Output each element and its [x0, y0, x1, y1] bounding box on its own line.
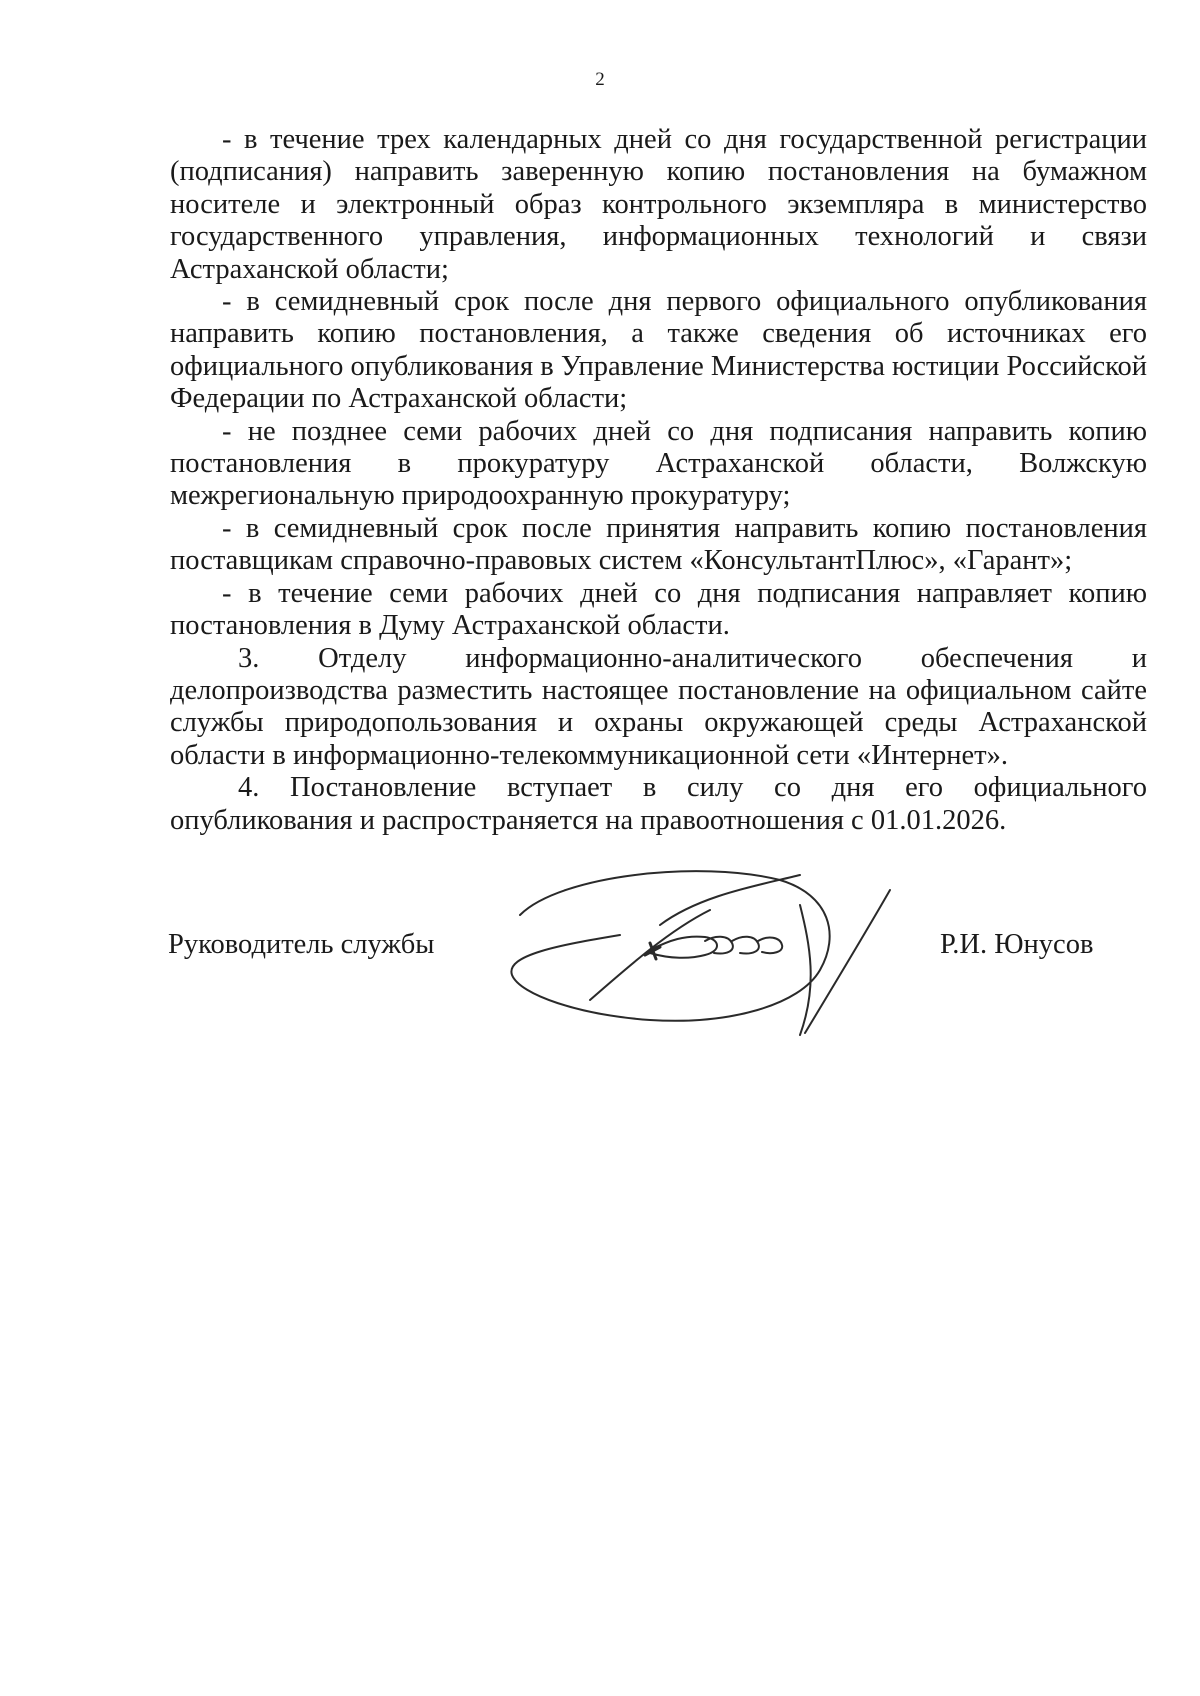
paragraph-item-4: 4. Постановление вступает в силу со дня его официального опубликования и распространяется на правоотношения с 01.01.2026. [170, 772, 1147, 836]
paragraph-duma: - в течение семи рабочих дней со дня подписания направляет копию постановления в Думу Астраханской области. [170, 577, 1147, 642]
paragraph-prosecutor: - не позднее семи рабочих дней со дня подписания направить копию постановления в прокуратуру Астраханской области, Волжскую межрегиональную природоохранную прокуратуру; [170, 415, 1147, 512]
paragraph-ministry-justice: - в семидневный срок после дня первого официального опубликования направить копию постановления, а также сведения об источниках его официального опубликования в Управление Министерства юстиции Российской Федерации по Астраханской области; [170, 286, 1147, 415]
signer-name: Р.И. Юнусов [940, 929, 1094, 960]
document-body [170, 124, 1147, 837]
page-number: 2 [595, 69, 605, 90]
paragraph-registration-copy: - в течение трех календарных дней со дня государственной регистрации (подписания) направить заверенную копию постановления на бумажном носителе и электронный образ контрольного экземпляра в министерство государственного управления, информационных технологий и связи Астраханской области; [170, 124, 1147, 285]
handwritten-signature [500, 855, 940, 1040]
paragraph-item-3: 3. Отделу информационно-аналитического обеспечения и делопроизводства разместить настоящее постановление на официальном сайте службы природопользования и охраны окружающей среды Астраханской области в информационно-телекоммуникационной сети «Интернет». [170, 642, 1147, 771]
paragraph-legal-systems: - в семидневный срок после принятия направить копию постановления поставщикам справочно-правовых систем «КонсультантПлюс», «Гарант»; [170, 512, 1147, 577]
signer-title: Руководитель службы [168, 929, 435, 960]
